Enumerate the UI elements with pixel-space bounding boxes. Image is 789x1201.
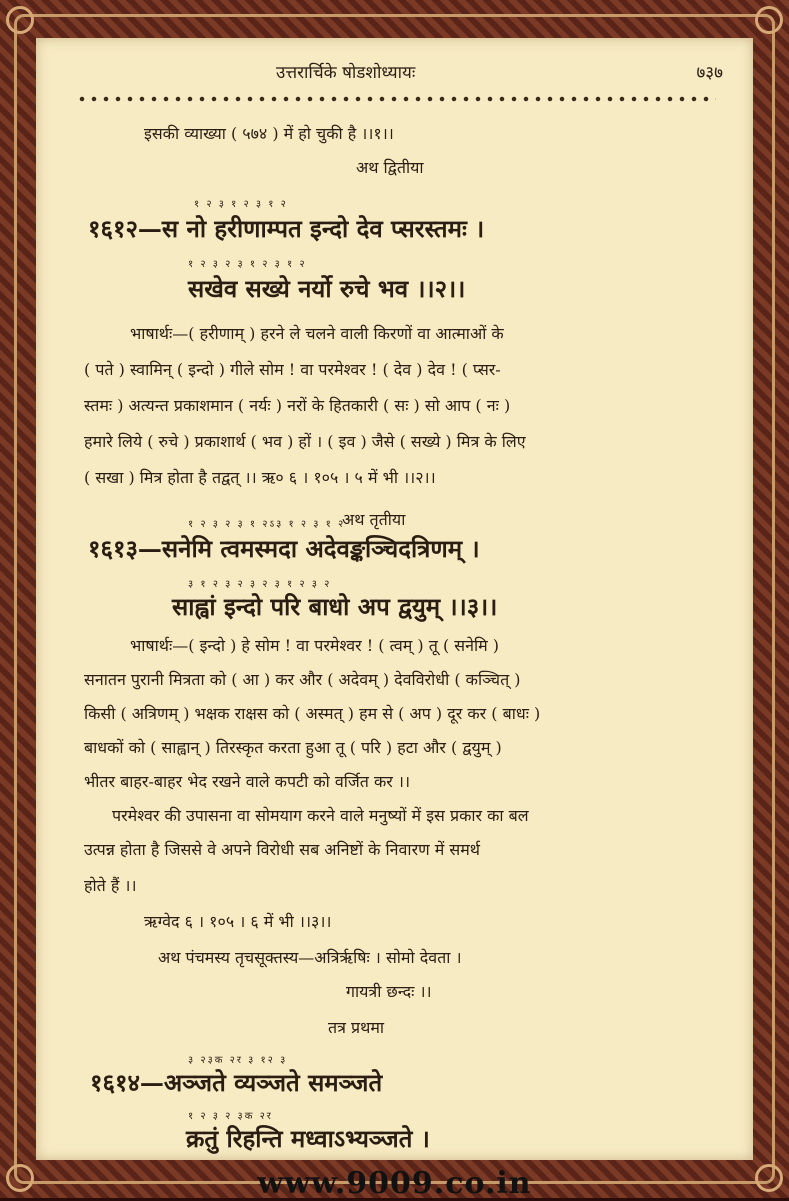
translation-line: ( पते ) स्वामिन् ( इन्दो ) गीले सोम ! वा परमेश्वर ! ( देव ) देव ! ( प्सर- <box>84 360 501 379</box>
verse-1613-line-2: साह्वां इन्दो परि बाधो अप द्वयुम् ।।३।। <box>172 592 498 621</box>
meter-line: गायत्री छन्दः ।। <box>346 982 432 1001</box>
accent-marks: १ २ ३ २ ३ १ २ऽ३ १ २ ३ १ २ <box>188 519 346 530</box>
translation-line: सनातन पुरानी मित्रता को ( आ ) कर और ( अदेवम् ) देवविरोधी ( कञ्चित् ) <box>84 670 521 689</box>
translation-line: किसी ( अत्रिणम् ) भक्षक राक्षस को ( अस्मत् ) हम से ( अप ) दूर कर ( बाधः ) <box>84 704 541 723</box>
commentary-line: उत्पन्न होता है जिससे वे अपने विरोधी सब अनिष्टों के निवारण में समर्थ <box>84 840 481 859</box>
chapter-title: उत्तरार्चिके षोडशोध्यायः <box>276 63 416 83</box>
translation-line: भाषार्थः—( हरीणाम् ) हरने ले चलने वाली किरणों वा आत्माओं के <box>130 324 504 343</box>
commentary-line: होते हैं ।। <box>84 876 137 895</box>
accent-marks: १ २ ३ १ २ ३ १ २ <box>194 199 288 210</box>
reference-line: ऋग्वेद ६ । १०५ । ६ में भी ।।३।। <box>144 912 332 931</box>
accent-marks: ३ १ २ ३ २ ३ २ ३ १ २ ३ २ <box>188 579 332 590</box>
dotted-rule <box>76 94 716 104</box>
translation-line: हमारे लिये ( रुचे ) प्रकाशार्थ ( भव ) हों । ( इव ) जैसे ( सख्ये ) मित्र के लिए <box>84 432 526 451</box>
running-header <box>36 60 753 86</box>
verse-1614-line-1: १६१४—अञ्जते व्यञ्जते समञ्जते <box>90 1068 383 1097</box>
corner-ornament-top-right <box>755 6 783 34</box>
verse-1612-line-1: १६१२—स नो हरीणाम्पत इन्दो देव प्सरस्तमः । <box>88 214 485 243</box>
corner-ornament-top-left <box>6 6 34 34</box>
accent-marks: ३ २३क २र ३ १२ ३ <box>188 1055 288 1066</box>
text-line: इसकी व्याख्या ( ५७४ ) में हो चुकी है ।।१।। <box>144 124 394 143</box>
page-number: ७३७ <box>696 63 723 83</box>
verse-1614-line-2: क्रतुं रिहन्ति मध्वाऽभ्यञ्जते । <box>186 1124 430 1153</box>
commentary-line: परमेश्वर की उपासना वा सोमयाग करने वाले मनुष्यों में इस प्रकार का बल <box>112 806 529 825</box>
translation-line: भीतर बाहर-बाहर भेद रखने वाले कपटी को वर्जित कर ।। <box>84 772 411 791</box>
verse-1612-line-2: सखेव सख्ये नर्यो रुचे भव ।।२।। <box>188 274 466 303</box>
translation-line: ( सखा ) मित्र होता है तद्वत् ।। ऋ० ६ । १०५ । ५ में भी ।।२।। <box>84 468 436 487</box>
verse-1613-line-1: १६१३—सनेमि त्वमस्मदा अदेवङ्कञ्चिदत्रिणम् । <box>88 534 480 563</box>
translation-line: स्तमः ) अत्यन्त प्रकाशमान ( नर्यः ) नरों के हितकारी ( सः ) सो आप ( नः ) <box>84 396 511 415</box>
accent-marks: १ २ ३ २ ३क २र <box>188 1111 273 1122</box>
website-watermark: www.9009.co.in <box>257 1166 532 1201</box>
section-heading: अथ द्वितीया <box>356 158 424 177</box>
translation-line: बाधकों को ( साह्वान् ) तिरस्कृत करता हुआ तू ( परि ) हटा और ( द्वयुम् ) <box>84 738 502 757</box>
sukta-heading: अथ पंचमस्य तृचसूक्तस्य—अत्रिर्ऋषिः । सोमो देवता । <box>158 948 462 967</box>
translation-line: भाषार्थः—( इन्दो ) हे सोम ! वा परमेश्वर ! ( त्वम् ) तू ( सनेमि ) <box>130 636 500 655</box>
section-heading: तत्र प्रथमा <box>328 1018 385 1037</box>
section-heading: अथ तृतीया <box>342 510 406 529</box>
accent-marks: १ २ ३ २ ३ १ २ ३ १ २ <box>188 259 307 270</box>
book-page <box>36 38 753 1160</box>
